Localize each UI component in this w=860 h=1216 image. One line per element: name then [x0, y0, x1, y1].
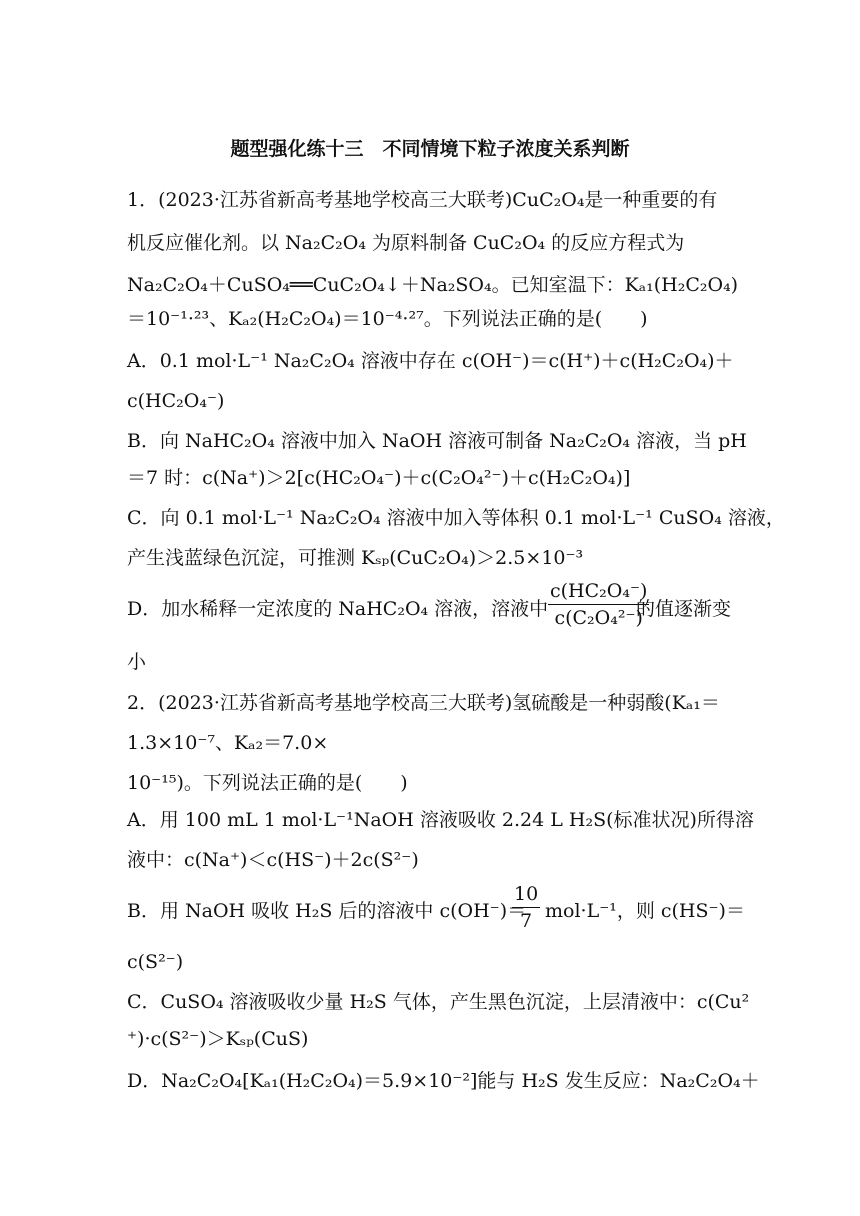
q1-option-a: A．0.1 mol·L⁻¹ Na₂C₂O₄ 溶液中存在 c(OH⁻)＝c(H⁺)＋c(H₂C₂O₄)＋	[127, 350, 734, 372]
fraction-numerator: 10	[512, 881, 540, 908]
q1-line-2: 机反应催化剂。以 Na₂C₂O₄ 为原料制备 CuC₂O₄ 的反应方程式为	[127, 232, 685, 254]
q1-option-c: C．向 0.1 mol·L⁻¹ Na₂C₂O₄ 溶液中加入等体积 0.1 mol·L⁻¹ CuSO₄ 溶液，	[127, 507, 785, 529]
q2-option-b-cont: c(S²⁻)	[127, 951, 184, 973]
q2-line-1: 2．(2023·江苏省新高考基地学校高三大联考)氢硫酸是一种弱酸(Kₐ₁＝	[127, 692, 720, 714]
q2-line-2: 1.3×10⁻⁷、Kₐ₂＝7.0×	[127, 732, 329, 754]
q2-option-c: C．CuSO₄ 溶液吸收少量 H₂S 气体，产生黑色沉淀，上层清液中：c(Cu²	[127, 991, 750, 1013]
q1-option-a-cont: c(HC₂O₄⁻)	[127, 390, 225, 412]
q2-option-c-cont: ⁺)·c(S²⁻)＞Kₛₚ(CuS)	[127, 1028, 309, 1050]
q1-option-b-cont: ＝7 时：c(Na⁺)＞2[c(HC₂O₄⁻)＋c(C₂O₄²⁻)＋c(H₂C₂O₄)]	[127, 467, 631, 489]
q2-option-b-suffix: mol·L⁻¹，则 c(HS⁻)＝	[545, 900, 745, 922]
fraction-denominator: 7	[520, 910, 533, 932]
q1-option-d-cont: 小	[127, 651, 147, 673]
q1-option-d-suffix: 的值逐渐变	[636, 598, 732, 620]
q2-line-3: 10⁻¹⁵)。下列说法正确的是( )	[127, 772, 408, 794]
fraction-numerator: c(HC₂O₄⁻)	[548, 578, 649, 605]
q1-line-1: 1．(2023·江苏省新高考基地学校高三大联考)CuC₂O₄是一种重要的有	[127, 189, 718, 211]
fraction-denominator: c(C₂O₄²⁻)	[554, 607, 643, 629]
q2-option-a: A．用 100 mL 1 mol·L⁻¹NaOH 溶液吸收 2.24 L H₂S(标准状况)所得溶	[127, 809, 754, 831]
q1-option-d-fraction	[548, 578, 649, 631]
q1-line-3: Na₂C₂O₄＋CuSO₄══CuC₂O₄↓＋Na₂SO₄。已知室温下：Kₐ₁(H₂C₂O₄)	[127, 274, 739, 296]
q2-option-a-cont: 液中：c(Na⁺)＜c(HS⁻)＋2c(S²⁻)	[127, 849, 419, 871]
q2-option-b: B．用 NaOH 吸收 H₂S 后的溶液中 c(OH⁻)＝	[127, 900, 527, 922]
q2-option-b-fraction	[512, 881, 540, 934]
q1-option-d: D．加水稀释一定浓度的 NaHC₂O₄ 溶液，溶液中	[127, 598, 549, 620]
q2-option-d: D．Na₂C₂O₄[Kₐ₁(H₂C₂O₄)＝5.9×10⁻²]能与 H₂S 发生反应：Na₂C₂O₄＋	[127, 1070, 760, 1092]
page-title: 题型强化练十三 不同情境下粒子浓度关系判断	[230, 138, 630, 160]
q1-option-b: B．向 NaHC₂O₄ 溶液中加入 NaOH 溶液可制备 Na₂C₂O₄ 溶液，当 pH	[127, 430, 747, 452]
q1-line-4: ＝10⁻¹·²³、Kₐ₂(H₂C₂O₄)＝10⁻⁴·²⁷。下列说法正确的是( )	[127, 308, 648, 330]
q1-option-c-cont: 产生浅蓝绿色沉淀，可推测 Kₛₚ(CuC₂O₄)＞2.5×10⁻³	[127, 547, 584, 569]
